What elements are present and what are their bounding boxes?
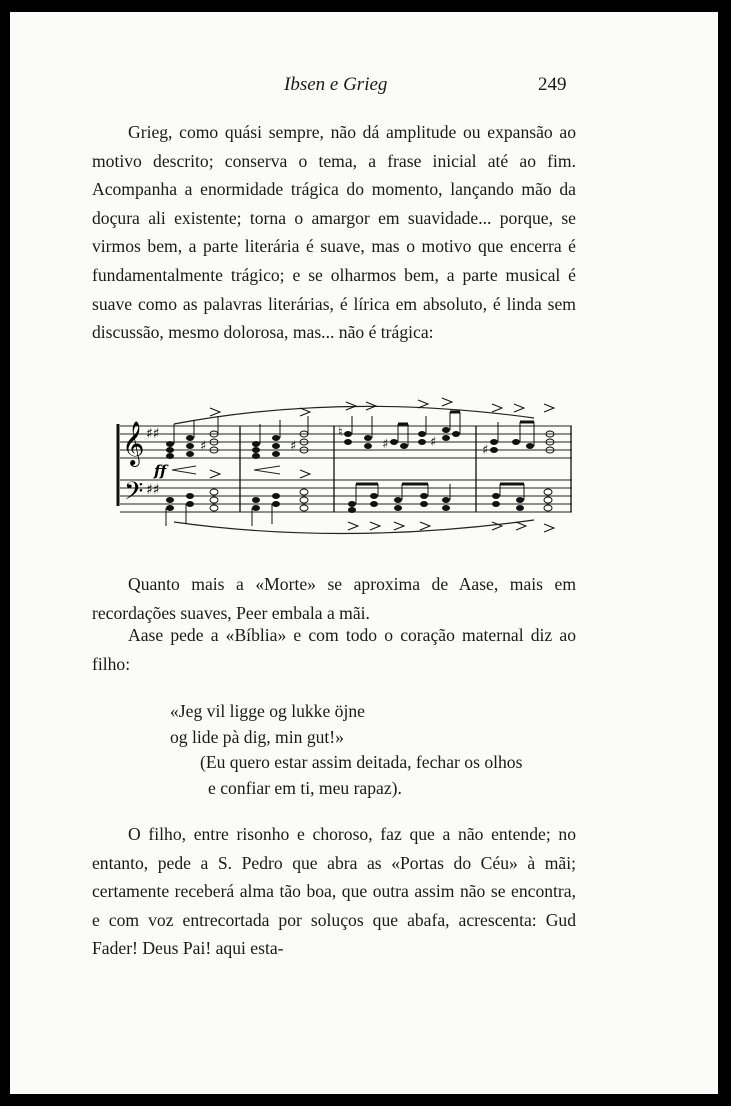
svg-text:♯: ♯ — [200, 439, 207, 454]
key-signature-bass-icon: ♯♯ — [146, 482, 160, 498]
translation-line-1: (Eu quero estar assim deitada, fechar os olhos — [200, 752, 523, 772]
svg-text:♯: ♯ — [482, 443, 489, 458]
bass-notes — [166, 489, 552, 513]
bass-stems — [166, 484, 524, 526]
verse-line-2: og lide pà dig, min gut!» — [170, 727, 344, 747]
paragraph-morte: Quanto mais a «Morte» se aproxima de Aase, mais em recordações suaves, Peer embala a mãi. — [92, 574, 576, 623]
treble-clef-icon: 𝄞 — [122, 421, 145, 465]
paragraph-filho: O filho, entre risonho e choroso, faz que a não entende; no entanto, pede a S. Pedro que abra as «Portas do Céu» à mãi; certamente receberá alma tão boa, que outra assim não se encontra, e com voz entrecortada por soluços que abafa, acrescenta: Gud Fader! Deus Pai! aqui esta- — [92, 824, 576, 959]
svg-text:♯: ♯ — [430, 435, 437, 450]
svg-text:♯: ♯ — [382, 437, 389, 452]
svg-text:♯: ♯ — [290, 439, 297, 454]
bass-clef-icon: 𝄢 — [124, 477, 144, 512]
dynamic-ff: ff — [154, 462, 167, 480]
key-signature-icon: ♯♯ — [146, 426, 160, 442]
verse-translation — [200, 749, 522, 801]
norwegian-verse — [170, 698, 365, 750]
translation-line-2: e confiar em ti, meu rapaz). — [208, 778, 402, 798]
book-page — [10, 12, 718, 1094]
music-score — [104, 384, 584, 544]
crescendo-hairpin-2 — [254, 466, 280, 474]
running-title: Ibsen e Grieg — [284, 74, 388, 95]
verse-line-1: «Jeg vil ligge og lukke öjne — [170, 701, 365, 721]
slur-top — [174, 406, 534, 424]
treble-stems — [174, 412, 534, 446]
page-header — [10, 74, 718, 104]
paragraph-grieg-analysis: Grieg, como quási sempre, não dá amplitude ou expansão ao motivo descrito; conserva o tema, a frase inicial até ao fim. Acompanha a enormidade trágica do momento, lançando mão da doçura ali existente; torna o amargor em suavidade... porque, se virmos bem, a parte literária é suave, mas o motivo que encerra é fundamentalmente trágico; e se olharmos bem, a parte musical é suave como as palavras literárias, é lírica em absoluto, é linda sem discussão, mesmo dolorosa, mas... não é trágica: — [92, 122, 576, 343]
crescendo-hairpin — [172, 466, 196, 474]
page-number: 249 — [538, 74, 567, 95]
slur-bottom — [174, 520, 534, 534]
treble-notes — [166, 427, 554, 459]
svg-text:♮: ♮ — [338, 425, 343, 440]
paragraph-biblia: Aase pede a «Bíblia» e com todo o coração maternal diz ao filho: — [92, 625, 576, 674]
